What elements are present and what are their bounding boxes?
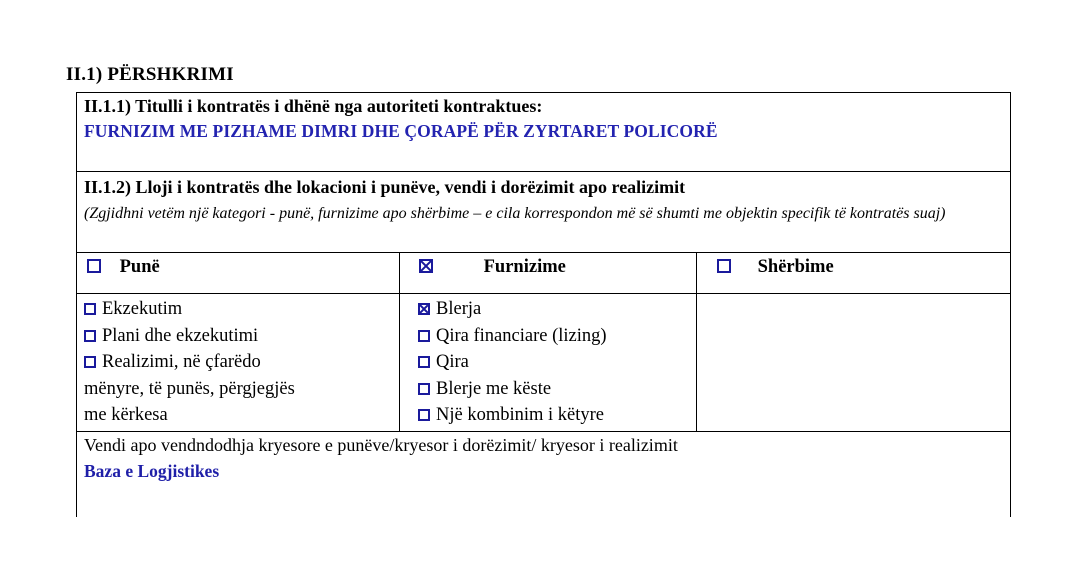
supplies-option-label: Qira bbox=[436, 352, 469, 372]
column-divider bbox=[399, 252, 400, 431]
column-supplies[interactable] bbox=[419, 257, 566, 278]
works-options-list bbox=[84, 296, 295, 429]
checkbox-icon[interactable] bbox=[84, 330, 96, 342]
checkbox-icon[interactable] bbox=[418, 409, 430, 421]
contract-type-note: (Zgjidhni vetëm një kategori - punë, furnizime apo shërbime – e cila korrespondon më së shumti me objektin specifik të kontratës suaj) bbox=[84, 205, 946, 222]
works-option-continuation: mënyre, të punës, përgjegjës bbox=[84, 378, 295, 399]
row-divider bbox=[77, 171, 1010, 172]
row-divider bbox=[77, 431, 1010, 432]
checked-checkbox-icon[interactable] bbox=[419, 259, 433, 273]
checkbox-icon[interactable] bbox=[717, 259, 731, 273]
supplies-option[interactable] bbox=[418, 349, 607, 376]
row-divider bbox=[77, 293, 1010, 294]
supplies-option-label: Blerje me këste bbox=[436, 378, 552, 399]
checkbox-icon[interactable] bbox=[84, 303, 96, 315]
column-services[interactable] bbox=[717, 257, 834, 278]
supplies-options-list bbox=[418, 296, 607, 429]
contract-title-value: FURNIZIM ME PIZHAME DIMRI DHE ÇORAPË PËR ZYRTARET POLICORË bbox=[84, 121, 718, 141]
supplies-option[interactable] bbox=[418, 323, 607, 350]
supplies-option-label: Një kombinim i këtyre bbox=[436, 405, 605, 425]
works-option-label: Realizimi, në çfarëdo bbox=[102, 352, 261, 372]
works-option[interactable] bbox=[84, 349, 295, 376]
works-option-label: Plani dhe ekzekutimi bbox=[102, 325, 259, 346]
location-value: Baza e Logjistikes bbox=[84, 461, 220, 481]
checkbox-icon[interactable] bbox=[418, 330, 430, 342]
row-divider bbox=[77, 252, 1010, 253]
checkbox-icon[interactable] bbox=[418, 356, 430, 368]
column-works-label: Punë bbox=[119, 257, 160, 277]
works-option-continuation: me kërkesa bbox=[84, 405, 168, 425]
works-option[interactable] bbox=[84, 323, 295, 350]
checkbox-icon[interactable] bbox=[418, 383, 430, 395]
location-label: Vendi apo vendndodhja kryesore e punëve/kryesor i dorëzimit/ kryesor i realizimit bbox=[84, 435, 678, 455]
supplies-option[interactable] bbox=[418, 296, 607, 323]
column-divider bbox=[696, 252, 697, 431]
contract-description-table bbox=[76, 92, 1011, 517]
supplies-option-label: Qira financiare (lizing) bbox=[436, 325, 607, 346]
supplies-option[interactable] bbox=[418, 402, 607, 429]
section-title: II.1) PËRSHKRIMI bbox=[66, 64, 234, 85]
checkbox-icon[interactable] bbox=[84, 356, 96, 368]
contract-title-heading: II.1.1) Titulli i kontratës i dhënë nga autoriteti kontraktues: bbox=[84, 96, 543, 116]
column-works[interactable] bbox=[87, 257, 160, 278]
supplies-option-label: Blerja bbox=[436, 299, 482, 319]
checkbox-icon[interactable] bbox=[87, 259, 101, 273]
supplies-option[interactable] bbox=[418, 376, 607, 403]
contract-type-heading: II.1.2) Lloji i kontratës dhe lokacioni i punëve, vendi i dorëzimit apo realizimit bbox=[84, 177, 686, 197]
works-option-label: Ekzekutim bbox=[102, 299, 183, 319]
works-option[interactable] bbox=[84, 296, 295, 323]
checked-checkbox-icon[interactable] bbox=[418, 303, 430, 315]
column-services-label: Shërbime bbox=[757, 257, 834, 277]
column-supplies-label: Furnizime bbox=[483, 257, 566, 277]
